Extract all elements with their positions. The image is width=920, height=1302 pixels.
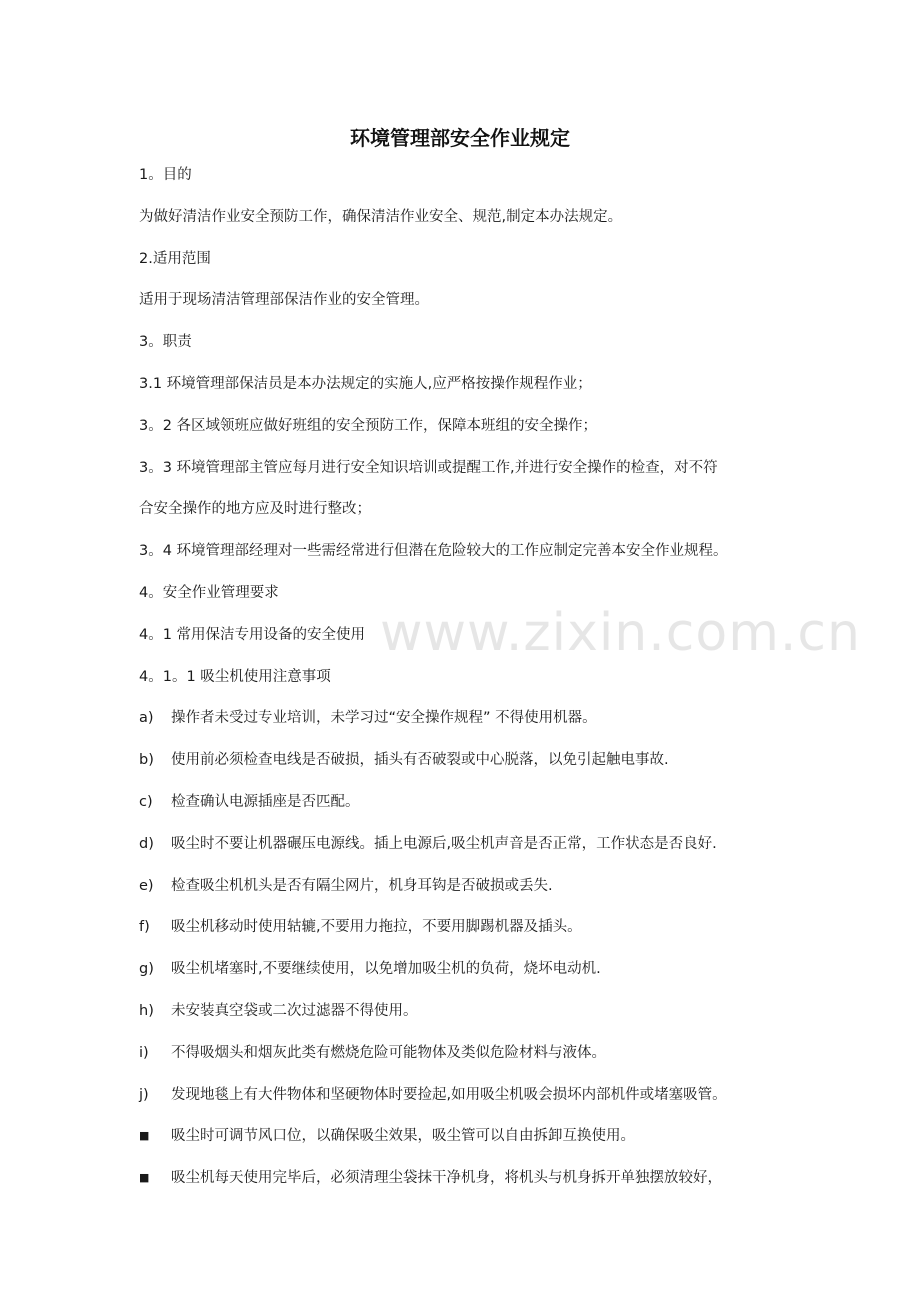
- line-text: 3。4 环境管理部经理对一些需经常进行但潜在危险较大的工作应制定完善本安全作业规程。: [139, 543, 728, 560]
- subheading: [139, 621, 799, 663]
- list-item: [139, 788, 799, 830]
- list-item-text: 发现地毯上有大件物体和坚硬物体时要捡起,如用吸尘机吸会损坏内部机件或堵塞吸管。: [171, 1086, 727, 1103]
- list-item-text: 检查确认电源插座是否匹配。: [171, 793, 360, 810]
- line-text: 为做好清洁作业安全预防工作，确保清洁作业安全、规范,制定本办法规定。: [139, 208, 623, 225]
- bullet-item: [139, 1164, 799, 1206]
- bullet-item-text: 吸尘机每天使用完毕后，必须清理尘袋抹干净机身，将机头与机身拆开单独摆放较好，: [171, 1170, 722, 1187]
- list-item: [139, 746, 799, 788]
- list-marker: d): [139, 835, 154, 852]
- bullet-item-text: 吸尘时可调节风口位，以确保吸尘效果，吸尘管可以自由拆卸互换使用。: [171, 1128, 635, 1145]
- list-item: [139, 1039, 799, 1081]
- watermark: www.zixin.com.cn: [380, 603, 861, 663]
- list-item: [139, 913, 799, 955]
- line-text: 适用于现场清洁管理部保洁作业的安全管理。: [139, 292, 429, 309]
- paragraph: [139, 454, 799, 496]
- document-body: [139, 161, 799, 1206]
- line-text: 4。1 常用保洁专用设备的安全使用: [139, 626, 366, 643]
- line-text: 1。目的: [139, 167, 192, 183]
- list-marker: e): [139, 877, 154, 894]
- line-text: 4。安全作业管理要求: [139, 584, 279, 601]
- square-bullet-icon: ■: [139, 1129, 150, 1143]
- list-item: [139, 830, 799, 872]
- heading-duties: [139, 328, 799, 370]
- paragraph: [139, 495, 799, 537]
- list-item-text: 吸尘机移动时使用轱辘,不要用力拖拉，不要用脚踢机器及插头。: [171, 919, 582, 936]
- list-item: [139, 997, 799, 1039]
- line-text: 3。3 环境管理部主管应每月进行安全知识培训或提醒工作,并进行安全操作的检查，对不符: [139, 459, 718, 476]
- list-marker: c): [139, 793, 153, 810]
- list-marker: h): [139, 1002, 154, 1019]
- line-text: 2.适用范围: [139, 250, 211, 267]
- list-item: [139, 872, 799, 914]
- list-item: [139, 704, 799, 746]
- list-marker: i): [139, 1044, 149, 1061]
- subheading: [139, 663, 799, 705]
- list-item-text: 操作者未受过专业培训，未学习过“安全操作规程” 不得使用机器。: [171, 710, 597, 727]
- paragraph: [139, 203, 799, 245]
- paragraph: [139, 286, 799, 328]
- line-text: 3.1 环境管理部保洁员是本办法规定的实施人,应严格按操作规程作业；: [139, 375, 592, 392]
- list-marker: a): [139, 710, 154, 727]
- list-item: [139, 1081, 799, 1123]
- paragraph: [139, 537, 799, 579]
- square-bullet-icon: ■: [139, 1171, 150, 1185]
- list-marker: j): [139, 1086, 149, 1103]
- paragraph: [139, 370, 799, 412]
- list-item-text: 吸尘时不要让机器碾压电源线。插上电源后,吸尘机声音是否正常，工作状态是否良好.: [171, 835, 717, 852]
- heading-purpose: [139, 161, 799, 203]
- list-item-text: 不得吸烟头和烟灰此类有燃烧危险可能物体及类似危险材料与液体。: [171, 1044, 606, 1061]
- list-item: [139, 955, 799, 997]
- line-text: 3。职责: [139, 334, 192, 351]
- list-item-text: 检查吸尘机机头是否有隔尘网片，机身耳钩是否破损或丢失.: [171, 877, 553, 894]
- bullet-item: [139, 1122, 799, 1164]
- heading-scope: [139, 245, 799, 287]
- list-item-text: 未安装真空袋或二次过滤器不得使用。: [171, 1002, 418, 1019]
- document-title: 环境管理部安全作业规定: [350, 126, 570, 150]
- list-marker: f): [139, 919, 150, 936]
- list-marker: g): [139, 961, 154, 978]
- list-item-text: 使用前必须检查电线是否破损，插头有否破裂或中心脱落，以免引起触电事故.: [171, 752, 669, 769]
- line-text: 合安全操作的地方应及时进行整改；: [139, 501, 371, 518]
- paragraph: [139, 412, 799, 454]
- line-text: 3。2 各区域领班应做好班组的安全预防工作，保障本班组的安全操作；: [139, 417, 598, 434]
- list-item-text: 吸尘机堵塞时,不要继续使用，以免增加吸尘机的负荷，烧坏电动机.: [171, 961, 601, 978]
- heading-requirements: [139, 579, 799, 621]
- list-marker: b): [139, 752, 154, 769]
- line-text: 4。1。1 吸尘机使用注意事项: [139, 668, 331, 685]
